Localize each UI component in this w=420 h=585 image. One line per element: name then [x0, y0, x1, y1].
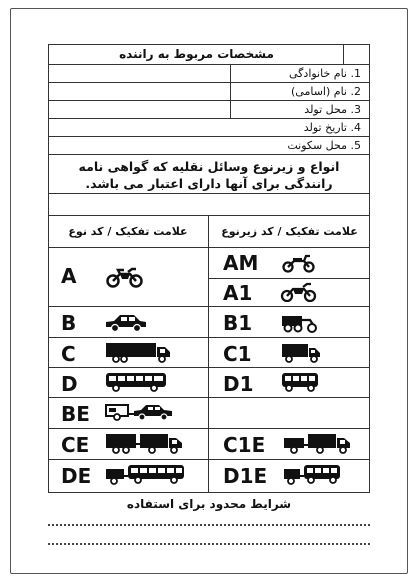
bus-with-trailer-icon: [104, 463, 186, 485]
license-intro: [49, 155, 369, 194]
column-header-subcategory: علامت تفکیک / کد زیرنوع: [221, 225, 358, 238]
car-with-trailer-icon: [104, 402, 174, 422]
category-c: C: [61, 342, 76, 366]
card-title: مشخصات مربوط به راننده: [119, 47, 274, 61]
column-divider: [208, 215, 209, 493]
category-b1: B1: [223, 311, 253, 335]
category-c1: C1: [223, 342, 252, 366]
field-divider: [230, 101, 231, 118]
truck-icon: [104, 341, 172, 363]
field-label: نام خانوادگی: [289, 67, 347, 80]
field-row-birthplace: [49, 101, 369, 119]
quadricycle-icon: [280, 312, 318, 334]
column-header-category: علامت تفکیک / کد نوع: [68, 225, 188, 238]
row-line: [48, 337, 370, 338]
category-ce: CE: [61, 433, 90, 457]
field-number: 2.: [350, 85, 361, 98]
motorcycle-icon: [106, 266, 144, 288]
field-row-birthdate: [49, 119, 369, 137]
field-number: 1.: [350, 67, 361, 80]
row-line: [48, 306, 370, 307]
row-line: [48, 367, 370, 368]
row-line: [48, 459, 370, 460]
field-label: محل سکونت: [287, 139, 347, 152]
intro-line-2: رانندگی برای آنها دارای اعتبار می باشد.: [85, 176, 333, 191]
field-label: محل تولد: [304, 103, 347, 116]
dotted-line: [48, 524, 370, 526]
usage-conditions-label: شرایط محدود برای استفاده: [126, 497, 292, 511]
field-number: 3.: [350, 103, 361, 116]
light-truck-icon: [280, 341, 322, 363]
field-label: تاریخ تولد: [303, 121, 347, 134]
light-motorcycle-icon: [280, 282, 318, 302]
row-line: [48, 397, 370, 398]
category-a: A: [61, 264, 77, 288]
moped-icon: [282, 253, 316, 273]
category-d: D: [61, 372, 78, 396]
field-row-given-names: [49, 83, 369, 101]
field-number: 4.: [350, 121, 361, 134]
minibus-icon: [280, 371, 320, 393]
field-divider: [230, 83, 231, 100]
bus-icon: [104, 371, 168, 393]
intro-line-1: انواع و زیرنوع وسائل نقلیه که گواهی نامه: [78, 159, 340, 174]
field-number: 5.: [350, 139, 361, 152]
header-box: [343, 45, 369, 64]
car-icon: [104, 313, 148, 333]
category-de: DE: [61, 464, 92, 488]
category-am: AM: [223, 251, 259, 275]
category-b: B: [61, 311, 77, 335]
field-row-residence: [49, 137, 369, 155]
driver-license-card: [48, 44, 370, 493]
row-line: [209, 278, 370, 279]
category-be: BE: [61, 402, 90, 426]
minibus-with-trailer-icon: [282, 463, 342, 485]
header-bottom-line: [48, 247, 370, 248]
category-d1: D1: [223, 372, 254, 396]
category-c1e: C1E: [223, 433, 266, 457]
row-line: [48, 428, 370, 429]
dotted-line: [48, 543, 370, 545]
field-row-surname: [49, 65, 369, 83]
light-truck-with-trailer-icon: [282, 432, 352, 454]
field-divider: [230, 65, 231, 82]
truck-with-trailer-icon: [104, 432, 184, 454]
field-label: نام (اسامی): [291, 85, 347, 98]
card-header: [49, 45, 369, 65]
category-a1: A1: [223, 281, 253, 305]
category-d1e: D1E: [223, 464, 268, 488]
